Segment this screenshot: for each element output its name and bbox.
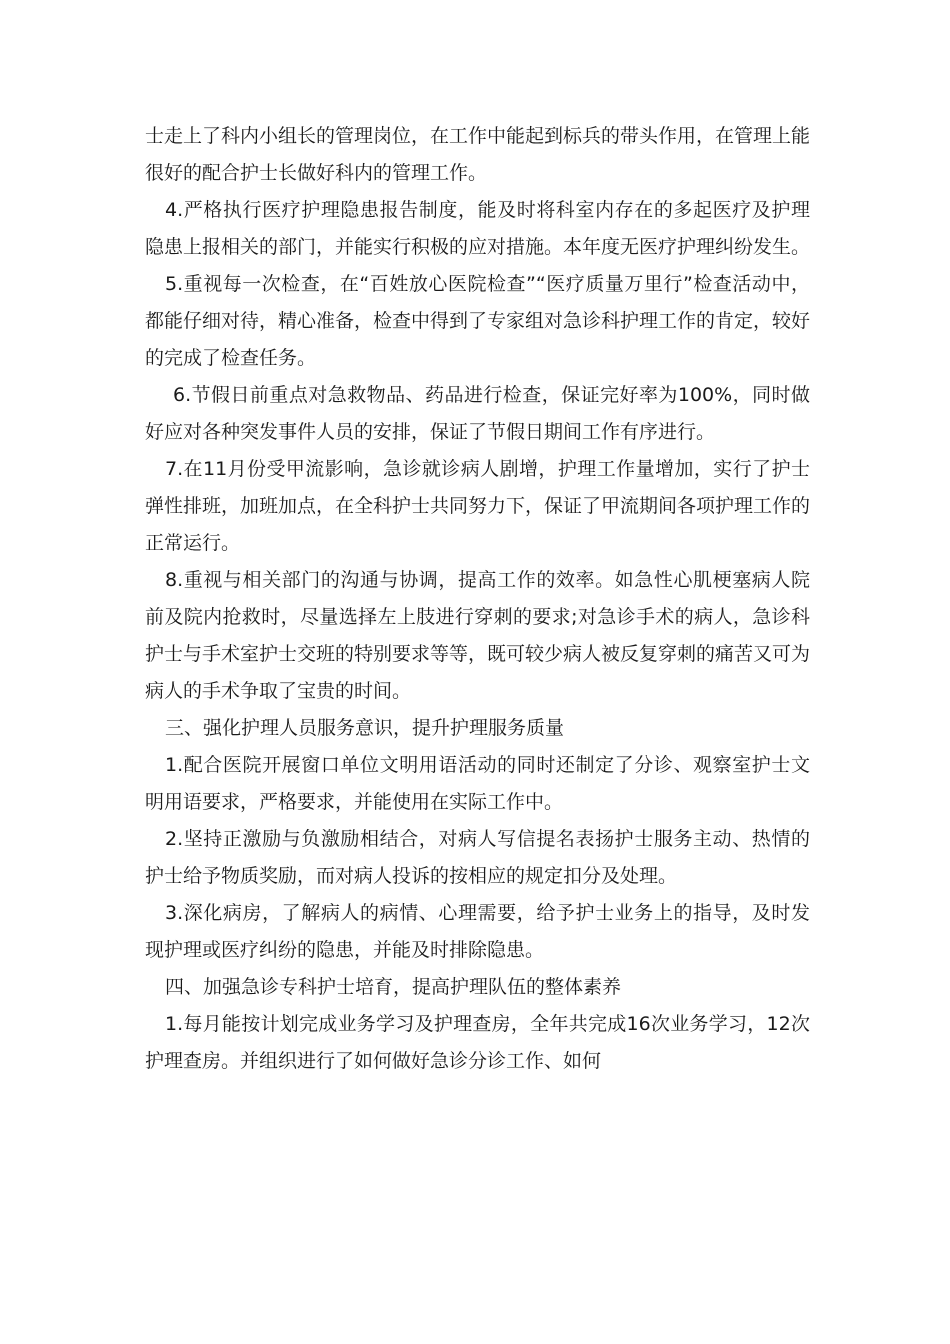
paragraph-s3-item-3: 3.深化病房，了解病人的病情、心理需要，给予护士业务上的指导，及时发现护理或医疗纠纷的隐患，并能及时排除隐患。 [145,902,810,961]
paragraph-item-6: 6.节假日前重点对急救物品、药品进行检查，保证完好率为100%，同时做好应对各种突发事件人员的安排，保证了节假日期间工作有序进行。 [145,384,810,443]
section-heading-3: 三、强化护理人员服务意识，提升护理服务质量 [165,717,565,739]
paragraph-s3-item-1: 1.配合医院开展窗口单位文明用语活动的同时还制定了分诊、观察室护士文明用语要求，严格要求，并能使用在实际工作中。 [145,754,810,813]
paragraph-s4-item-1: 1.每月能按计划完成业务学习及护理查房，全年共完成16次业务学习，12次护理查房。并组织进行了如何做好急诊分诊工作、如何 [145,1013,810,1072]
paragraph-item-7: 7.在11月份受甲流影响，急诊就诊病人剧增，护理工作量增加，实行了护士弹性排班，加班加点，在全科护士共同努力下，保证了甲流期间各项护理工作的正常运行。 [145,458,811,554]
section-heading-4: 四、加强急诊专科护士培育，提高护理队伍的整体素养 [165,976,622,998]
paragraph-item-8: 8.重视与相关部门的沟通与协调，提高工作的效率。如急性心肌梗塞病人院前及院内抢救时，尽量选择左上肢进行穿刺的要求;对急诊手术的病人，急诊科护士与手术室护士交班的特别要求等等，既可较少病人被反复穿刺的痛苦又可为病人的手术争取了宝贵的时间。 [145,569,811,702]
paragraph-s3-item-2: 2.坚持正激励与负激励相结合，对病人写信提名表扬护士服务主动、热情的护士给予物质奖励，而对病人投诉的按相应的规定扣分及处理。 [145,828,810,887]
paragraph-item-4: 4.严格执行医疗护理隐患报告制度，能及时将科室内存在的多起医疗及护理隐患上报相关的部门，并能实行积极的应对措施。本年度无医疗护理纠纷发生。 [145,199,811,258]
document-body [145,118,810,1080]
paragraph-item-5: 5.重视每一次检查，在“百姓放心医院检查”“医疗质量万里行”检查活动中，都能仔细对待，精心准备，检查中得到了专家组对急诊科护理工作的肯定，较好的完成了检查任务。 [145,273,811,369]
paragraph-continuation: 士走上了科内小组长的管理岗位，在工作中能起到标兵的带头作用，在管理上能很好的配合护士长做好科内的管理工作。 [145,125,811,184]
